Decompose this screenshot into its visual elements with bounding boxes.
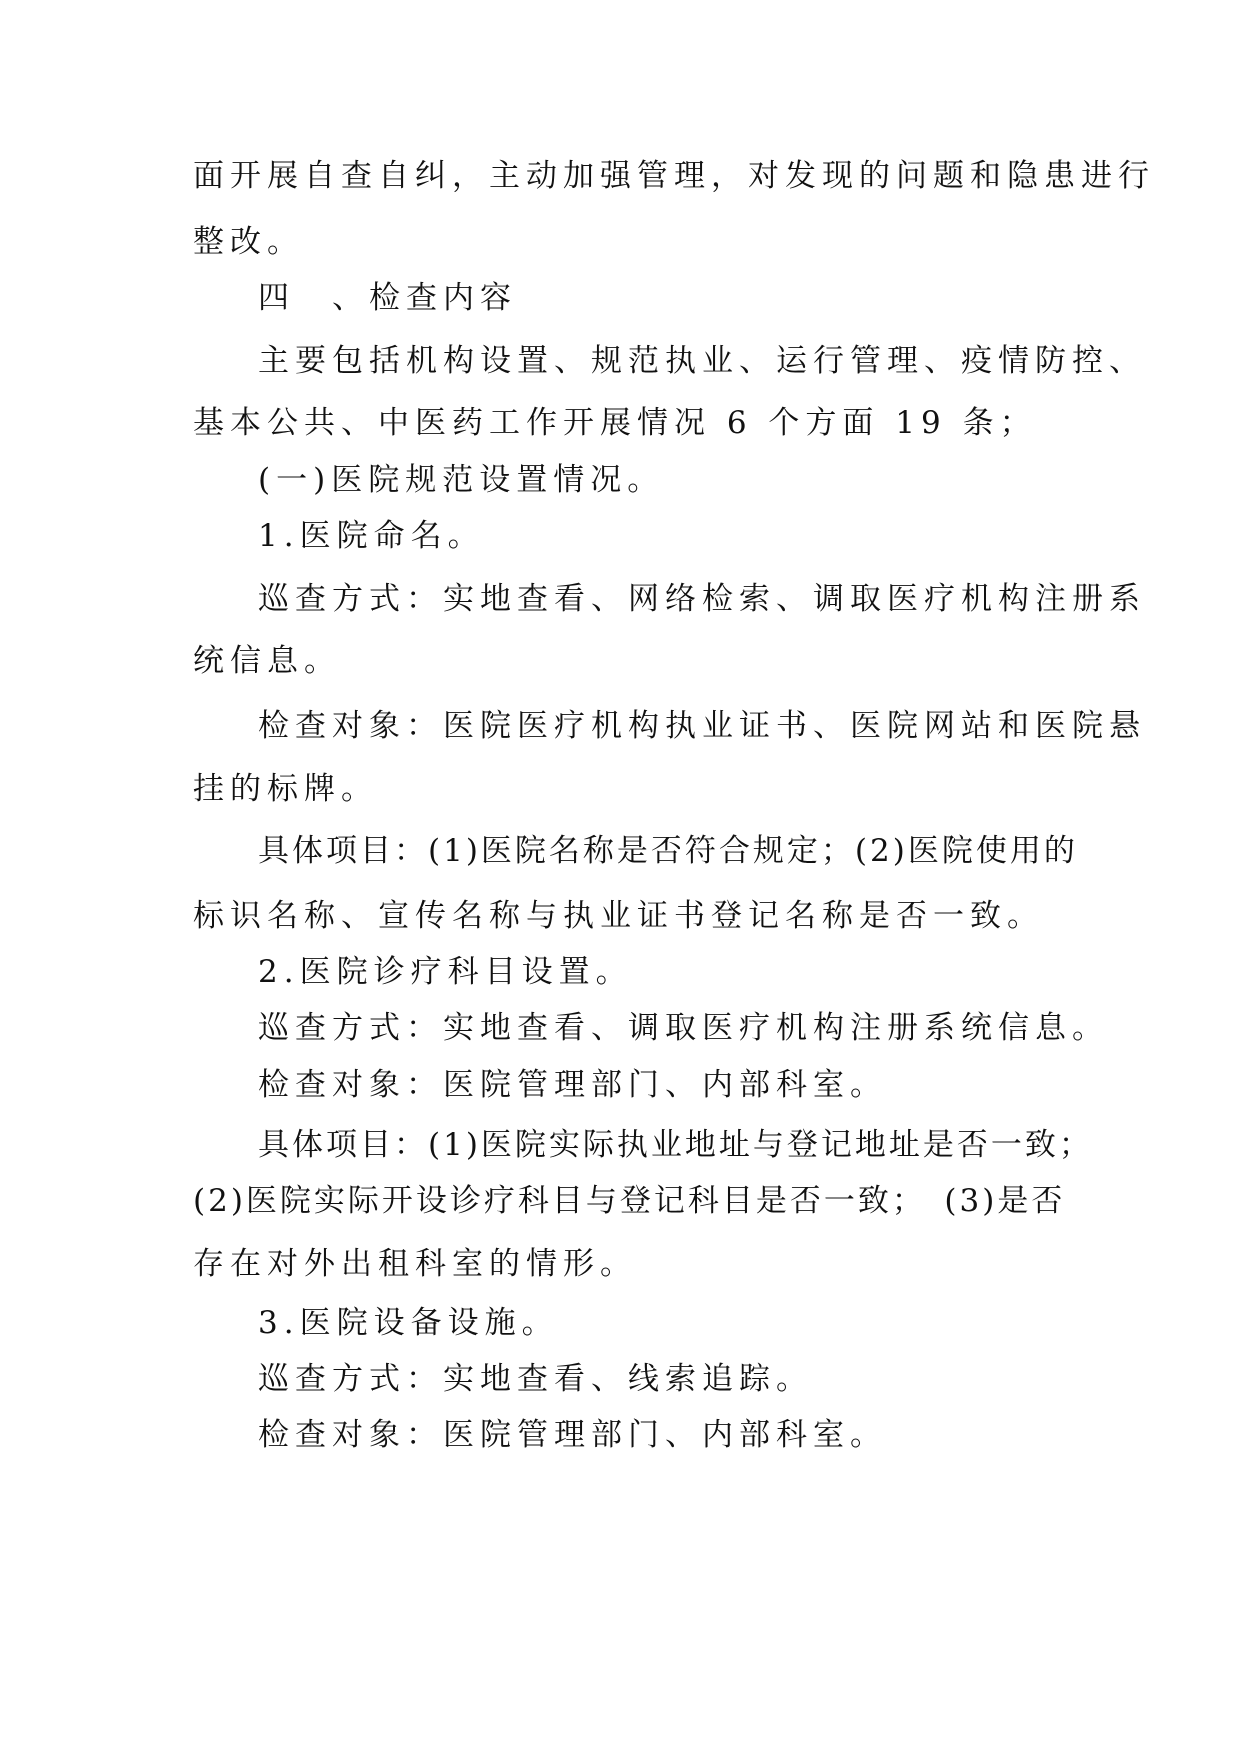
text-line: 检查对象：医院医疗机构执业证书、医院网站和医院悬	[258, 708, 1146, 744]
item-heading: 3.医院设备设施。	[258, 1305, 559, 1341]
text-line: 巡查方式：实地查看、网络检索、调取医疗机构注册系	[258, 581, 1146, 617]
text-line: 统信息。	[193, 643, 341, 679]
subsection-heading: (一)医院规范设置情况。	[258, 462, 665, 498]
text-line: (2)医院实际开设诊疗科目与登记科目是否一致； (3)是否	[193, 1183, 1066, 1219]
text-line: 主要包括机构设置、规范执业、运行管理、疫情防控、	[258, 343, 1146, 379]
text-line: 挂的标牌。	[193, 771, 378, 807]
text-line: 检查对象：医院管理部门、内部科室。	[258, 1417, 887, 1453]
text-line: 面开展自查自纠，主动加强管理，对发现的问题和隐患进行	[193, 158, 1155, 194]
text-line: 巡查方式：实地查看、调取医疗机构注册系统信息。	[258, 1010, 1109, 1046]
text-line: 整改。	[193, 224, 304, 260]
text-line: 巡查方式：实地查看、线索追踪。	[258, 1361, 813, 1397]
text-line: 具体项目：(1)医院实际执业地址与登记地址是否一致；	[258, 1127, 1093, 1163]
text-line: 标识名称、宣传名称与执业证书登记名称是否一致。	[193, 898, 1044, 934]
text-line: 具体项目：(1)医院名称是否符合规定；(2)医院使用的	[258, 833, 1078, 869]
item-heading: 2.医院诊疗科目设置。	[258, 954, 633, 990]
text-line: 存在对外出租科室的情形。	[193, 1246, 637, 1282]
item-heading: 1.医院命名。	[258, 518, 485, 554]
section-heading: 四 、检查内容	[258, 280, 517, 316]
text-line: 基本公共、中医药工作开展情况 6 个方面 19 条；	[193, 405, 1037, 441]
text-line: 检查对象：医院管理部门、内部科室。	[258, 1067, 887, 1103]
